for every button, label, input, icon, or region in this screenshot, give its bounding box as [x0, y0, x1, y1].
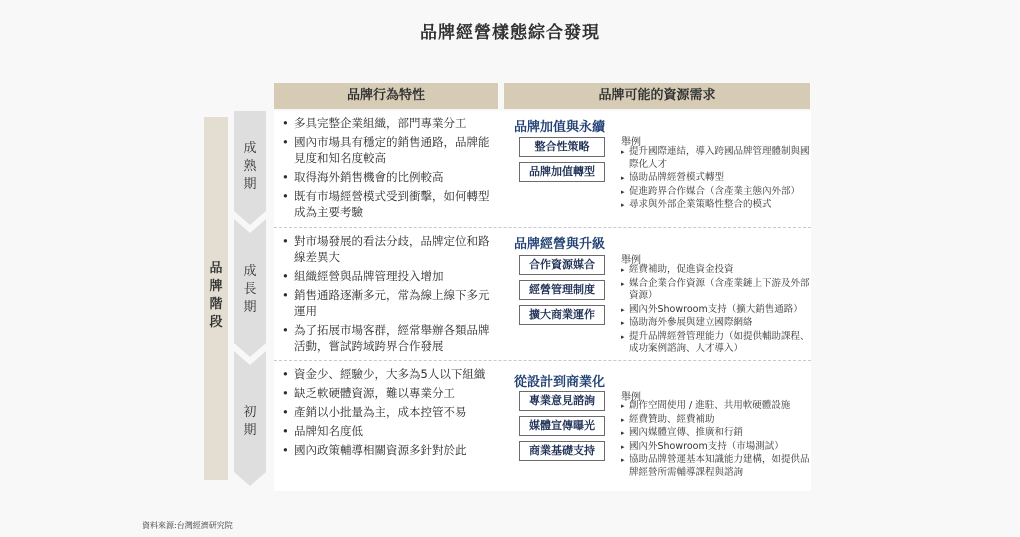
list-item: • 既有市場經營模式受到衝擊，如何轉型成為主要考驗 — [280, 188, 500, 220]
resource-box-media-exposure: 媒體宣傳曝光 — [519, 416, 605, 436]
growth-behavior-list — [280, 233, 500, 357]
list-item: • 國內市場具有穩定的銷售通路，品牌能見度和知名度較高 — [280, 134, 500, 166]
stage-divider — [274, 227, 811, 228]
brand-stage-axis-label: 品 牌 階 段 — [209, 261, 223, 330]
resource-box-integrated-strategy: 整合性策略 — [519, 137, 605, 157]
list-item: • 銷售通路逐漸多元，常為線上線下多元運用 — [280, 287, 500, 319]
list-item: ▸ 協助品牌營運基本知識能力建構，如提供品牌經營所需輔導課程與諮詢 — [621, 454, 813, 479]
list-item: ▸ 提升國際連結，導入跨國品牌管理體制與國際化人才 — [621, 146, 813, 171]
early-examples-title: 舉例 — [621, 392, 641, 403]
page-title: 品牌經營樣態綜合發現 — [420, 23, 600, 43]
list-item: ▸ 國內媒體宣傳、推廣和行銷 — [621, 427, 813, 440]
list-item: • 組織經營與品牌管理投入增加 — [280, 268, 500, 284]
stage-divider — [274, 360, 811, 361]
resource-box-business-expansion: 擴大商業運作 — [519, 305, 605, 325]
early-resource-heading: 從設計到商業化 — [514, 375, 606, 390]
resource-box-management-system: 經營管理制度 — [519, 280, 605, 300]
list-item: • 品牌知名度低 — [280, 423, 500, 439]
stage-mature-label: 成 熟 期 — [243, 141, 257, 192]
list-item: • 產銷以小批量為主，成本控管不易 — [280, 404, 500, 420]
list-item: ▸ 經費補助，促進資金投資 — [621, 264, 813, 277]
early-behavior-list — [280, 366, 500, 461]
growth-examples-list — [621, 264, 813, 357]
source-note: 資料來源:台灣經濟研究院 — [142, 521, 233, 530]
stage-early-label: 初 期 — [243, 405, 257, 438]
list-item: ▸ 經費贊助、經費補助 — [621, 414, 813, 427]
list-item: • 國內政策輔導相關資源多針對於此 — [280, 442, 500, 458]
growth-resource-heading: 品牌經營與升級 — [514, 237, 606, 252]
growth-examples-title: 舉例 — [621, 255, 641, 266]
list-item: ▸ 提升品牌經營管理能力（如提供輔助課程、成功案例諮詢、人才導入） — [621, 331, 813, 356]
mature-resource-heading: 品牌加值與永續 — [514, 120, 606, 135]
header-resource-needs: 品牌可能的資源需求 — [504, 83, 810, 109]
list-item: ▸ 國內外Showroom支持（擴大銷售通路） — [621, 304, 813, 317]
mature-examples-title: 舉例 — [621, 137, 641, 148]
list-item: ▸ 促進跨界合作媒合（含產業主態內外部） — [621, 186, 813, 199]
early-examples-list — [621, 400, 813, 480]
list-item: • 多具完整企業組織，部門專業分工 — [280, 115, 500, 131]
list-item: ▸ 尋求與外部企業策略性整合的模式 — [621, 199, 813, 212]
resource-box-brand-value-transformation: 品牌加值轉型 — [519, 162, 605, 182]
resource-box-cooperation-matching: 合作資源媒合 — [519, 255, 605, 275]
mature-behavior-list — [280, 115, 500, 223]
list-item: ▸ 媒合企業合作資源（含產業鏈上下游及外部資源） — [621, 278, 813, 303]
list-item: ▸ 創作空間使用 / 進駐、共用軟硬體設施 — [621, 400, 813, 413]
resource-box-professional-consulting: 專業意見諮詢 — [519, 391, 605, 411]
list-item: • 資金少、經驗少，大多為5人以下組織 — [280, 366, 500, 382]
mature-examples-list — [621, 146, 813, 213]
header-brand-behavior: 品牌行為特性 — [274, 83, 498, 109]
list-item: • 對市場發展的看法分歧，品牌定位和路線差異大 — [280, 233, 500, 265]
resource-box-business-foundation: 商業基礎支持 — [519, 441, 605, 461]
list-item: • 取得海外銷售機會的比例較高 — [280, 169, 500, 185]
list-item: • 缺乏軟硬體資源，難以專業分工 — [280, 385, 500, 401]
stage-growth-label: 成 長 期 — [243, 264, 257, 315]
list-item: ▸ 協助品牌經營模式轉型 — [621, 172, 813, 185]
list-item: ▸ 協助海外參展與建立國際網絡 — [621, 317, 813, 330]
list-item: ▸ 國內外Showroom支持（市場測試） — [621, 441, 813, 454]
list-item: • 為了拓展市場客群，經常舉辦各類品牌活動，嘗試跨域跨界合作發展 — [280, 322, 500, 354]
